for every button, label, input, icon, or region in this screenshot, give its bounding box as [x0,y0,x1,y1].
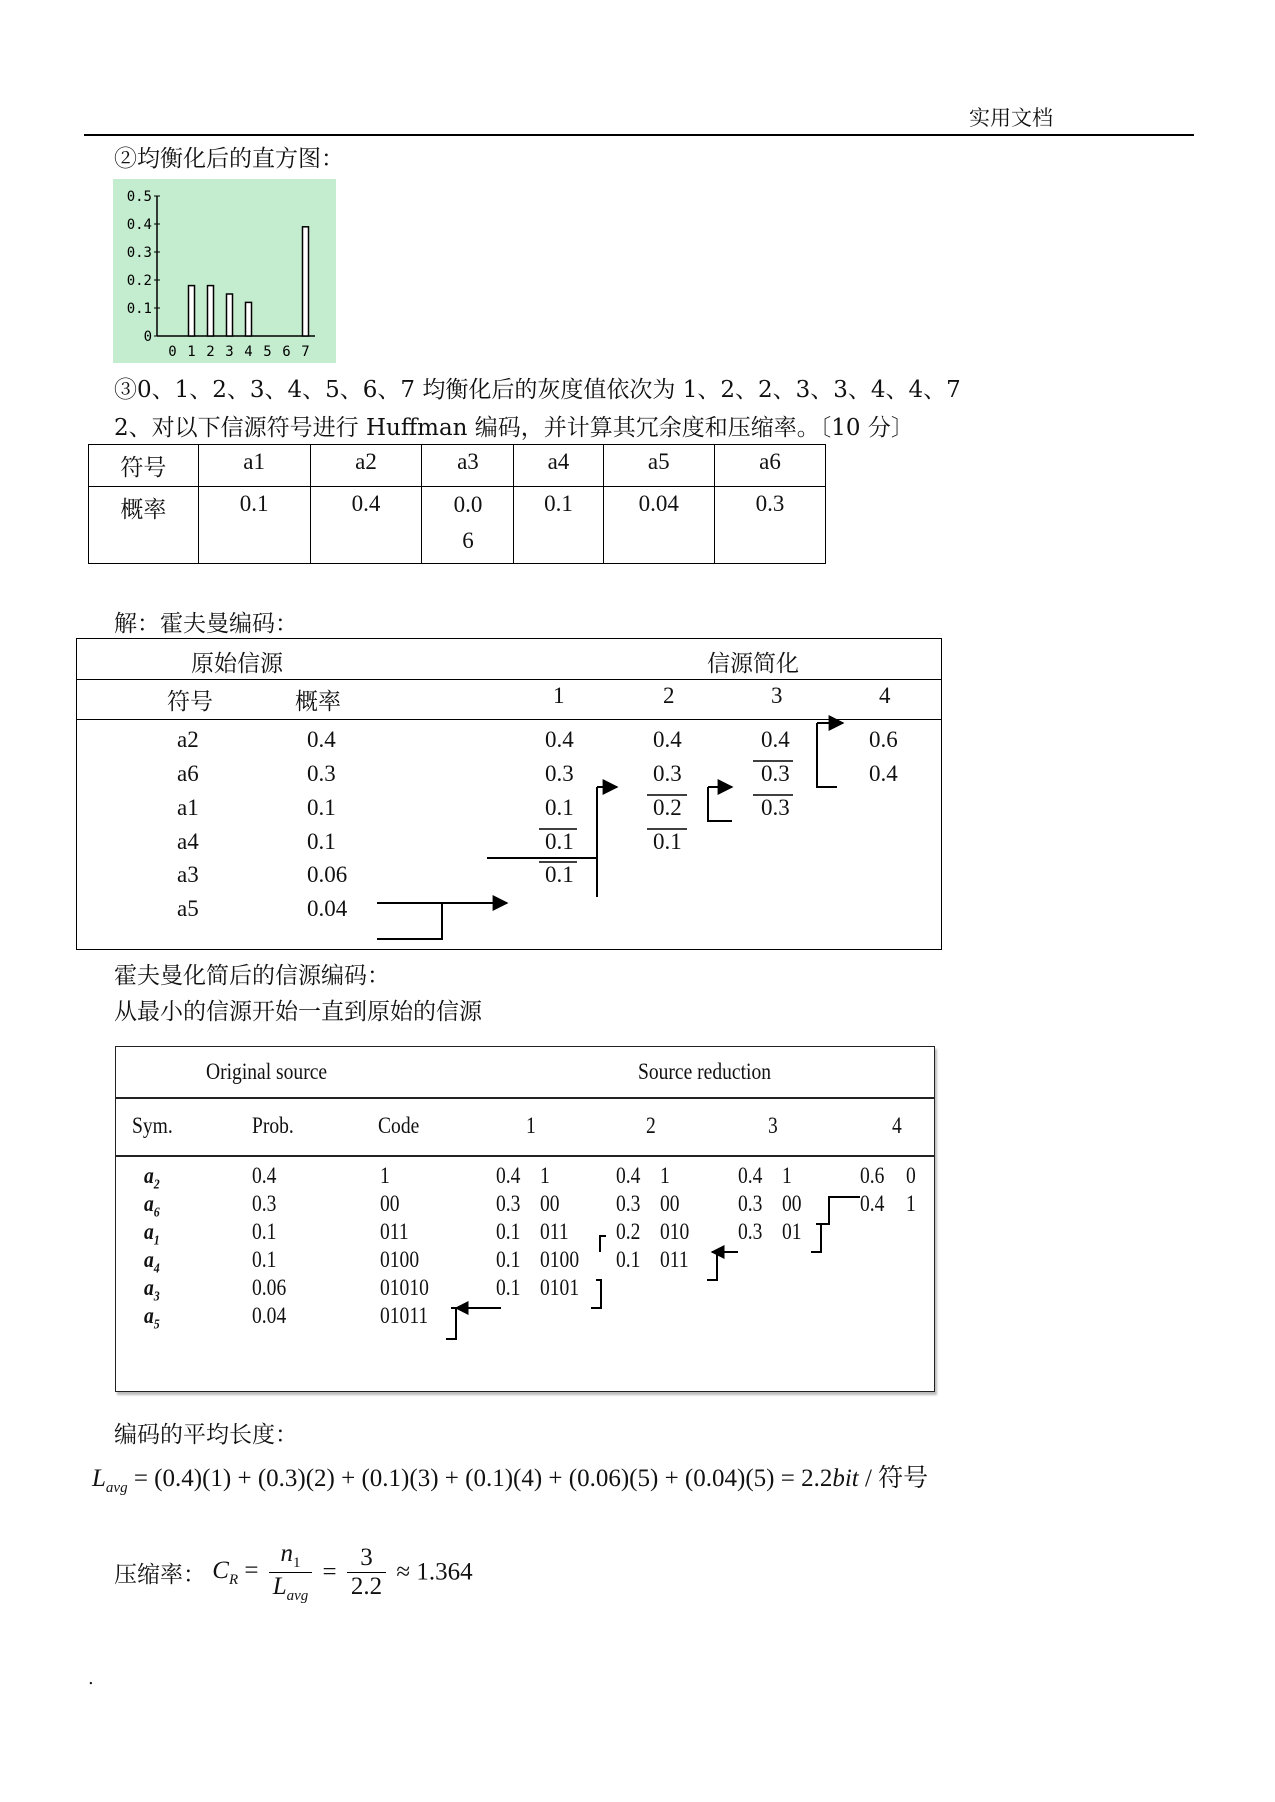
prob-header-cell: a2 [310,445,422,487]
code-symbol: $a_1$ [144,1219,160,1249]
reduction-symbol: a1 [177,795,199,820]
compression-label: 压缩率： [114,1562,206,1588]
code-r4-code: 0 [906,1163,916,1188]
code-r1-code: 0100 [540,1247,580,1272]
code-bracket [821,1197,860,1224]
code-r3-prob: 0.4 [738,1163,763,1188]
prob-row-label: 概率 [89,487,199,564]
reduction-step1-value: 0.3 [545,761,574,786]
code-r2-code: 1 [660,1163,670,1188]
code-r2-prob: 0.3 [616,1191,641,1216]
histogram-chart [113,179,336,363]
fraction-num-sub: 1 [293,1555,301,1571]
code-bracket [707,1252,717,1280]
huffman-code-table [115,1046,935,1392]
code-r1-code: 1 [540,1163,550,1188]
code-col-code: Code [378,1113,420,1138]
reduction-step3-value: 0.3 [761,795,790,820]
histogram-x-tick-label: 0 [168,344,177,360]
code-symbol: $a_2$ [144,1163,160,1193]
code-value: 011 [380,1219,409,1244]
fraction-den-sub: avg [286,1588,309,1604]
fraction-den: L [272,1573,287,1600]
histogram-x-tick-label: 3 [225,344,234,360]
reduction-step4-value: 0.4 [869,761,898,786]
code-r1-code: 011 [540,1219,569,1244]
reduction-col-probability: 概率 [295,689,341,714]
reduction-arrows [77,639,943,951]
code-symbol: $a_3$ [144,1275,160,1305]
code-r3-code: 01 [782,1219,802,1244]
histogram-y-tick-label: 0.4 [126,217,152,233]
prob-header-cell: a3 [422,445,514,487]
code-r1-prob: 0.1 [496,1219,521,1244]
code-col-symbol: Sym. [132,1113,173,1138]
code-bracket [446,1308,456,1339]
reduction-step1-value: 0.1 [545,795,574,820]
reduction-probability: 0.1 [307,795,336,820]
probability-table-value-row [89,487,826,564]
code-r2-prob: 0.4 [616,1163,641,1188]
histogram-y-tick-label: 0.2 [126,273,152,289]
reduction-step2-value: 0.1 [653,829,682,854]
reduction-col-step: 1 [553,683,565,708]
prob-value-cell: 0.3 [715,487,826,564]
reduction-col-symbol: 符号 [167,689,213,714]
code-r2-code: 00 [660,1191,680,1216]
prob-header-cell: 符号 [89,445,199,487]
code-symbol: $a_4$ [144,1247,160,1277]
reduction-group-simplified: 信源简化 [707,651,799,676]
histogram-y-tick-label: 0.5 [126,189,152,205]
average-length-label: 编码的平均长度： [114,1422,298,1448]
histogram-x-tick-label: 1 [187,344,196,360]
code-col-step: 1 [526,1113,536,1138]
code-probability: 0.4 [252,1163,277,1188]
histogram-x-tick-label: 2 [206,344,215,360]
code-r2-code: 011 [660,1247,689,1272]
reduction-probability: 0.1 [307,829,336,854]
formula-unit-suffix: / 符号 [858,1465,929,1492]
code-value: 01011 [380,1303,429,1328]
reduction-symbol: a3 [177,862,199,887]
code-symbol: $a_5$ [144,1303,160,1333]
histogram-x-tick-label: 4 [244,344,253,360]
code-r1-prob: 0.1 [496,1247,521,1272]
reduction-probability: 0.04 [307,896,348,921]
prob-value-cell: 0.1 [198,487,310,564]
merge-bracket [487,858,597,897]
code-r1-prob: 0.1 [496,1275,521,1300]
reduction-symbol: a6 [177,761,199,786]
histogram-bar [303,227,309,336]
code-r4-prob: 0.6 [860,1163,885,1188]
histogram-bar [208,286,214,336]
reduction-probability: 0.06 [307,862,348,887]
prob-value-cell: 0.4 [310,487,422,564]
reduction-symbol: a2 [177,727,199,752]
compression-result: ≈ 1.364 [396,1558,473,1586]
code-r3-code: 00 [782,1191,802,1216]
prob-header-cell: a5 [603,445,715,487]
histogram-y-tick-label: 0.3 [126,245,152,261]
gray-mapping-line: ③0、1、2、3、4、5、6、7 均衡化后的灰度值依次为 1、2、2、3、3、4、4、7 [114,377,961,403]
reduction-col-step: 3 [771,683,783,708]
reduction-col-step: 4 [879,683,891,708]
code-value: 01010 [380,1275,429,1300]
after-line-1: 霍夫曼化简后的信源编码： [114,963,390,989]
probability-table [88,444,826,564]
code-value: 00 [380,1191,400,1216]
compression-lhs: C [212,1556,229,1584]
code-r2-prob: 0.2 [616,1219,641,1244]
code-bracket [811,1224,821,1252]
prob-header-cell: a4 [514,445,603,487]
solution-line: 解：霍夫曼编码： [114,611,298,637]
merge-bracket [817,723,837,787]
question-line: 2、对以下信源符号进行 Huffman 编码，并计算其冗余度和压缩率。〔10 分〕 [114,415,914,441]
fraction-num: n [280,1540,293,1567]
histogram-y-tick-label: 0 [143,329,152,345]
code-probability: 0.06 [252,1275,287,1300]
reduction-step1-value: 0.1 [545,829,574,854]
histogram-bar [189,286,195,336]
reduction-probability: 0.3 [307,761,336,786]
code-r3-prob: 0.3 [738,1219,763,1244]
formula-rhs: = (0.4)(1) + (0.3)(2) + (0.1)(3) + (0.1)(4) + (0.06)(5) + (0.04)(5) = 2.2 [133,1465,833,1492]
merge-bracket [708,787,732,821]
code-r2-prob: 0.1 [616,1247,641,1272]
header-rule [84,134,1194,136]
merge-bracket [377,903,442,939]
fraction-den-value: 2.2 [350,1573,383,1600]
code-arrows [116,1047,936,1393]
code-r4-code: 1 [906,1191,916,1216]
probability-table-header-row [89,445,826,487]
reduction-symbol: a4 [177,829,199,854]
histogram-x-tick-label: 6 [282,344,291,360]
page-header-label: 实用文档 [969,106,1053,130]
histogram-caption: ②均衡化后的直方图： [114,146,344,172]
code-bracket [591,1280,601,1308]
reduction-step1-value: 0.4 [545,727,574,752]
fraction-symbolic [269,1540,313,1605]
prob-value-cell: 0.04 [603,487,715,564]
code-col-step: 4 [892,1113,902,1138]
histogram-bar [227,294,233,336]
formula-lhs: L [92,1465,106,1492]
code-r1-prob: 0.3 [496,1191,521,1216]
code-r1-prob: 0.4 [496,1163,521,1188]
code-r1-code: 0101 [540,1275,580,1300]
code-group-reduction: Source reduction [638,1059,772,1084]
histogram-y-tick-label: 0.1 [126,301,152,317]
after-line-2: 从最小的信源开始一直到原始的信源 [114,999,482,1025]
code-r2-code: 010 [660,1219,690,1244]
code-r3-prob: 0.3 [738,1191,763,1216]
histogram-x-tick-label: 5 [263,344,272,360]
reduction-step2-value: 0.2 [653,795,682,820]
code-probability: 0.04 [252,1303,287,1328]
code-probability: 0.1 [252,1219,277,1244]
formula-unit: bit [832,1465,859,1492]
code-value: 0100 [380,1247,420,1272]
footer-mark: . [88,1668,94,1689]
code-value: 1 [380,1163,390,1188]
code-probability: 0.3 [252,1191,277,1216]
compression-lhs-sub: R [228,1571,239,1588]
compression-ratio-formula: 压缩率： $C_R$ = $\frac{n_1}{L_{avg}}$ = $\frac{3}{2.2}$ ≈ 1.364 [114,1540,473,1604]
code-group-original: Original source [206,1059,328,1084]
reduction-step1-value: 0.1 [545,862,574,887]
histogram-x-tick-label: 7 [301,344,310,360]
reduction-step4-value: 0.6 [869,727,898,752]
code-col-probability: Prob. [252,1113,294,1138]
code-symbol: $a_6$ [144,1191,160,1221]
reduction-symbol: a5 [177,896,199,921]
prob-value-cell: 0.0 6 [422,487,514,564]
code-r3-code: 1 [782,1163,792,1188]
code-col-step: 3 [768,1113,778,1138]
fraction-numeric [347,1544,386,1601]
code-bracket [600,1236,606,1252]
average-length-formula [92,1458,928,1497]
code-col-step: 2 [646,1113,656,1138]
prob-header-cell: a1 [198,445,310,487]
reduction-step2-value: 0.3 [653,761,682,786]
reduction-step3-value: 0.3 [761,761,790,786]
histogram-bar [246,302,252,336]
formula-lhs-sub: avg [105,1480,128,1496]
prob-header-cell: a6 [715,445,826,487]
code-r4-prob: 0.4 [860,1191,885,1216]
code-r1-code: 00 [540,1191,560,1216]
code-probability: 0.1 [252,1247,277,1272]
source-reduction-table [76,638,942,950]
reduction-step2-value: 0.4 [653,727,682,752]
fraction-num-value: 3 [347,1544,386,1573]
reduction-probability: 0.4 [307,727,336,752]
reduction-col-step: 2 [663,683,675,708]
reduction-group-original: 原始信源 [191,651,283,676]
histogram-panel [113,179,336,363]
reduction-step3-value: 0.4 [761,727,790,752]
prob-value-cell: 0.1 [514,487,603,564]
